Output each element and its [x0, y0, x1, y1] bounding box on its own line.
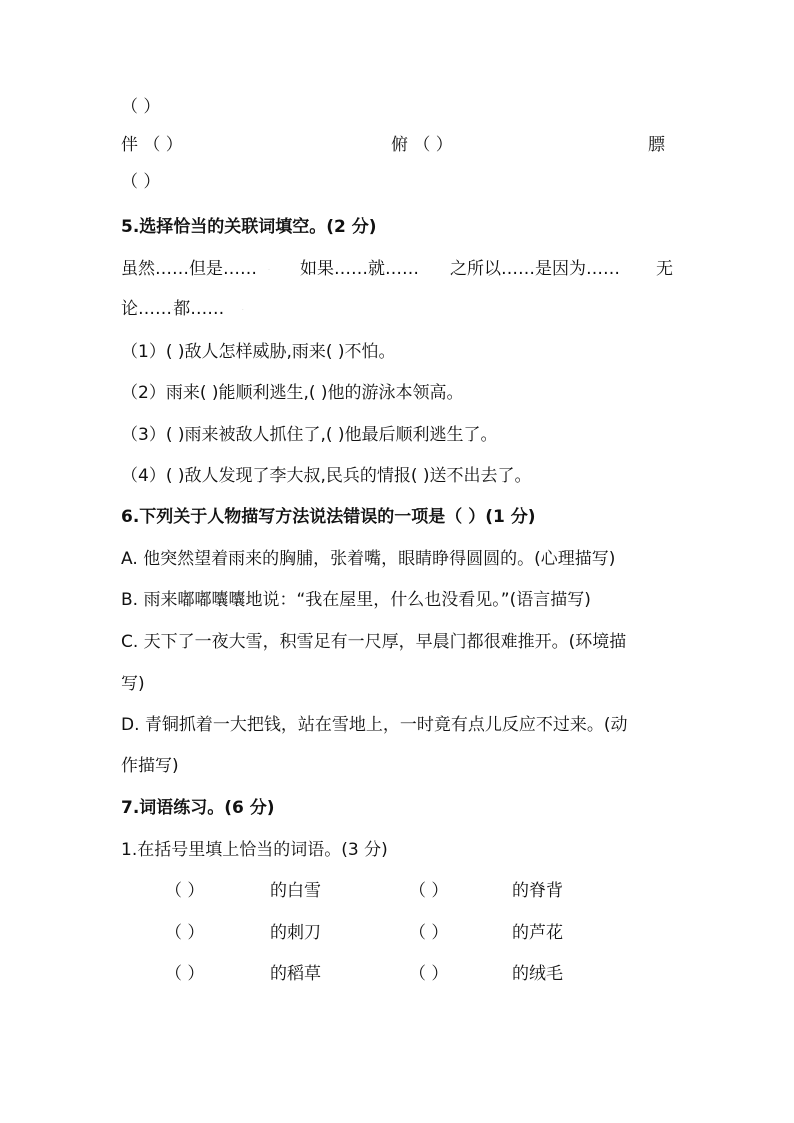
stray-dot: . — [242, 306, 244, 311]
stray-dot: . — [268, 266, 270, 271]
char-item-piao: 膘 — [648, 135, 665, 155]
fill-blank-paren: （ ） — [409, 923, 449, 943]
q6-option-c-cont: 写) — [121, 674, 145, 694]
fill-blank-word: 的脊背 — [512, 881, 563, 901]
fill-blank-paren: （ ） — [409, 881, 449, 901]
option-ruguo: 如果……就…… — [300, 259, 419, 279]
q7-title: 7.词语练习。(6 分) — [121, 798, 275, 818]
q5-item-1: （1）( )敌人怎样威胁,雨来( )不怕。 — [121, 342, 396, 362]
option-wu: 无 — [656, 259, 673, 279]
q5-item-4: （4）( )敌人发现了李大叔,民兵的情报( )送不出去了。 — [121, 466, 532, 486]
paren-line-1: （ ） — [121, 97, 161, 117]
fill-blank-word: 的芦花 — [512, 923, 563, 943]
fill-blank-paren: （ ） — [165, 923, 205, 943]
q6-option-c: C. 天下了一夜大雪，积雪足有一尺厚，早晨门都很难推开。(环境描 — [121, 632, 627, 652]
q5-title: 5.选择恰当的关联词填空。(2 分) — [121, 217, 377, 237]
char-item-ban: 伴 （ ） — [121, 135, 183, 155]
fill-blank-word: 的刺刀 — [270, 923, 321, 943]
char-item-fu: 俯 （ ） — [391, 135, 453, 155]
option-dou: 都…… — [173, 299, 225, 319]
fill-blank-paren: （ ） — [409, 964, 449, 984]
q5-options-line-1 — [121, 259, 276, 279]
fill-blank-paren: （ ） — [165, 881, 205, 901]
option-suiran: 虽然……但是…… — [121, 259, 257, 279]
fill-blank-paren: （ ） — [165, 964, 205, 984]
paren-line-4: （ ） — [121, 172, 161, 192]
fill-blank-word: 的绒毛 — [512, 964, 563, 984]
q5-options-line-2 — [121, 299, 244, 319]
q6-option-d: D. 青铜抓着一大把钱，站在雪地上，一时竟有点儿反应不过来。(动 — [121, 715, 628, 735]
q6-title: 6.下列关于人物描写方法说法错误的一项是（ ）(1 分) — [121, 507, 536, 527]
option-zhisuoyi: 之所以……是因为…… — [450, 259, 620, 279]
q5-item-2: （2）雨来( )能顺利逃生,( )他的游泳本领高。 — [121, 383, 464, 403]
fill-blank-word: 的稻草 — [270, 964, 321, 984]
q7-sub-1: 1.在括号里填上恰当的词语。(3 分) — [121, 840, 388, 860]
q5-item-3: （3）( )雨来被敌人抓住了,( )他最后顺利逃生了。 — [121, 425, 498, 445]
q6-option-d-cont: 作描写) — [121, 756, 179, 776]
stray-dot: . — [172, 306, 174, 311]
q6-option-b: B. 雨来嘟嘟囔囔地说：“我在屋里，什么也没看见。”(语言描写) — [121, 590, 591, 610]
option-lun: 论…… — [121, 299, 172, 319]
q6-option-a: A. 他突然望着雨来的胸脯，张着嘴，眼睛睁得圆圆的。(心理描写) — [121, 549, 616, 569]
fill-blank-word: 的白雪 — [270, 881, 321, 901]
